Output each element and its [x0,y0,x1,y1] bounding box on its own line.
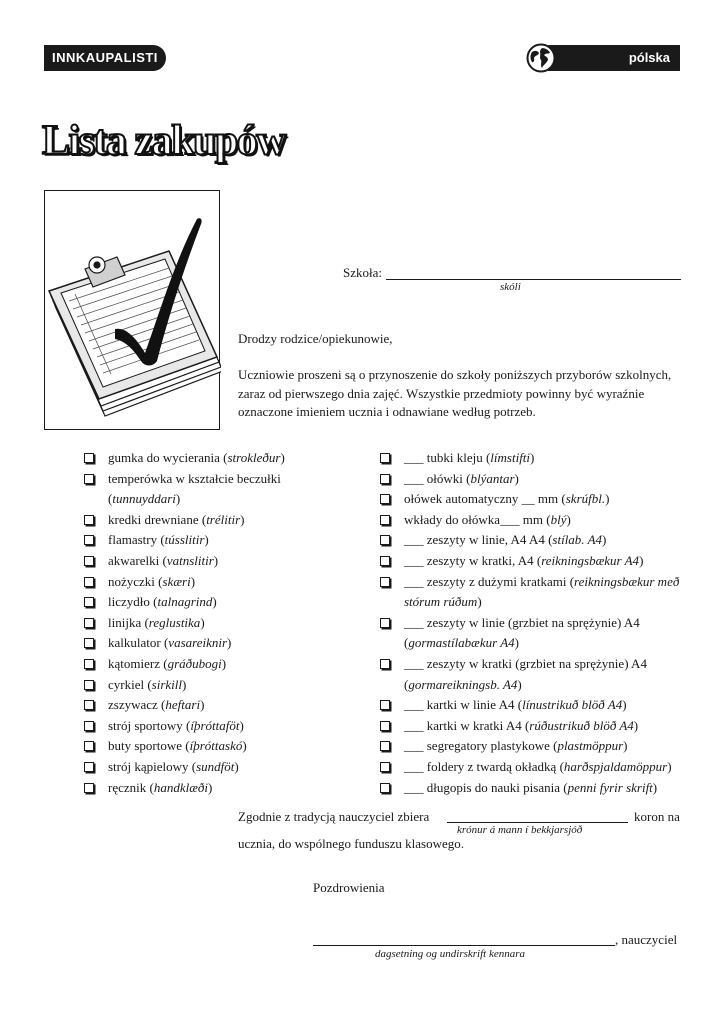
globe-icon [526,43,556,73]
icelandic-term: gormareikningsb. A4 [408,676,518,692]
icelandic-term: gráðubogi [167,655,222,671]
checklist-item [84,633,316,654]
checklist-item-label: ___ tubki kleju (límstifti) [404,450,535,465]
closing: Pozdrowienia [313,880,385,895]
signature-suffix: , nauczyciel [615,932,678,947]
checklist-item [84,675,316,696]
icelandic-term: penni fyrir skrift [567,779,653,795]
checklist-item-label: cyrkiel (sirkill) [108,676,187,692]
checklist-item [380,654,680,695]
fund-text-suffix: koron na [634,809,680,824]
checklist-item [84,757,316,778]
checkbox[interactable] [84,721,94,731]
checklist-item-label: ołówek automatyczny __ mm (skrúfbl.) [404,491,610,507]
checklist-item-label: ___ zeszyty w kratki, A4 (reikningsbækur A4) [404,552,644,568]
checklist-item-label: ___ kartki w linie A4 (línustrikuð blöð A4) [404,697,627,713]
checkbox[interactable] [380,494,390,504]
checkbox[interactable] [84,638,94,648]
checklist-item [380,489,680,510]
checklist-item [380,778,680,799]
clipboard-checkmark-icon [45,191,221,431]
checklist-item-label: ___ ołówki (blýantar) [404,470,519,486]
checklist-item-label: nożyczki (skæri) [108,573,196,589]
icelandic-term: blý [550,511,567,527]
checklist-item-label: ___ zeszyty w linie, A4 A4 (stílab. A4) [404,532,607,548]
intro-paragraph: Uczniowie proszeni są o przynoszenie do szkoły poniższych przyborów szkolnych, zaraz od pierwszego dnia zajęć. Wszystkie przedmioty powinny być wyraźnie oznaczone imieniem ucznia i odnawiane według potrzeb. [238,367,672,419]
checkbox[interactable] [380,659,390,669]
checklist-item [84,736,316,757]
checklist-item-label: ___ długopis do nauki pisania (penni fyrir skrift) [404,779,658,795]
icelandic-term: blýantar [470,470,515,486]
icelandic-term: tússlitir [164,532,205,548]
checklist-left [84,448,316,798]
checklist-item-label: liczydło (talnagrind) [108,594,217,610]
checklist-item [380,448,680,469]
checkbox[interactable] [380,618,390,628]
page-title: Lista zakupów [42,118,286,164]
checkbox[interactable] [84,453,94,463]
checklist-item-label: akwarelki (vatnslitir) [108,552,219,568]
clipboard-illustration [44,190,220,430]
school-input-line[interactable] [386,279,681,280]
checklist-item-label: ręcznik (handklæði) [108,779,213,795]
checkbox[interactable] [84,618,94,628]
checklist-item-label: kredki drewniane (trélitir) [108,511,245,527]
checklist-item [84,778,316,799]
checklist-item-label: zszywacz (heftari) [108,697,205,713]
checkbox[interactable] [84,556,94,566]
checklist-item-label: wkłady do ołówka___ mm (blý) [404,511,571,527]
fund-sublabel: krónur á mann í bekkjarsjóð [457,824,583,836]
checklist-item [84,716,316,737]
icelandic-term: skæri [162,573,191,589]
checklist-item [84,695,316,716]
icelandic-term: gormastílabækur A4 [408,635,515,651]
checklist-item-label: ___ zeszyty w linie (grzbiet na sprężynie) A4 (gormastílabækur A4) [404,614,640,651]
checkbox[interactable] [84,474,94,484]
checkbox[interactable] [380,783,390,793]
header-label-right: pólska [548,45,680,71]
checkbox[interactable] [380,721,390,731]
checklist-item [380,572,680,613]
checklist-item [84,613,316,634]
checkbox[interactable] [380,474,390,484]
checklist-right [380,448,680,798]
checkbox[interactable] [380,515,390,525]
icelandic-term: reglustika [148,614,201,630]
icelandic-term: handklæði [153,779,209,795]
checkbox[interactable] [84,597,94,607]
checklist-item-label: buty sportowe (íþróttaskó) [108,738,247,754]
icelandic-term: sirkill [151,676,183,692]
checkbox[interactable] [84,783,94,793]
checkbox[interactable] [380,453,390,463]
checklist-item-label: strój sportowy (íþróttaföt) [108,717,244,733]
checklist-item [380,736,680,757]
checkbox[interactable] [84,577,94,587]
checklist-item [380,469,680,490]
checklist-item [84,572,316,593]
fund-text-prefix: Zgodnie z tradycją nauczyciel zbiera [238,809,430,824]
checklist-item-label: ___ foldery z twardą okładką (harðspjaldamöppur) [404,758,672,774]
icelandic-term: reikningsbækur A4 [541,552,640,568]
checklist-item [84,448,316,469]
greeting: Drodzy rodzice/opiekunowie, [238,331,393,346]
checkbox[interactable] [84,700,94,710]
checkbox[interactable] [380,577,390,587]
checklist-item-label: flamastry (tússlitir) [108,532,209,548]
icelandic-term: límstifti [490,450,531,465]
checklist-item-label: kątomierz (gráðubogi) [108,655,227,671]
checklist-item [380,716,680,737]
checklist-item-label: ___ kartki w kratki A4 (rúðustrikuð blöð A4) [404,717,639,733]
icelandic-term: heftari [165,697,201,713]
checklist-item [84,510,316,531]
checklist-item-label: kalkulator (vasareiknir) [108,635,232,651]
checklist-item [380,757,680,778]
icelandic-term: sundföt [196,758,235,774]
checklist-item [380,510,680,531]
school-label: Szkoła: [343,265,382,280]
icelandic-term: vasareiknir [168,635,228,651]
checklist-item [380,530,680,551]
header-label-left: INNKAUPALISTI [44,45,166,71]
checklist-item [84,592,316,613]
checklist-item [380,613,680,654]
checkbox[interactable] [84,535,94,545]
icelandic-term: reikningsbækur með stórum rúðum [404,573,680,610]
checkbox[interactable] [84,762,94,772]
checkbox[interactable] [380,700,390,710]
checklist-item-label: ___ segregatory plastykowe (plastmöppur) [404,738,628,754]
checklist-item-label: gumka do wycierania (strokleður) [108,450,285,465]
icelandic-term: rúðustrikuð blöð A4 [529,717,634,733]
checklist-item-label: temperówka w kształcie beczułki (tunnuyddari) [108,470,281,507]
checklist-item [380,551,680,572]
checklist-item-label: strój kąpielowy (sundföt) [108,758,239,774]
icelandic-term: íþróttaskó [189,738,243,754]
icelandic-term: íþróttaföt [190,717,240,733]
checklist-item [84,469,316,510]
checkbox[interactable] [84,515,94,525]
icelandic-term: talnagrind [157,594,213,610]
icelandic-term: strokleður [227,450,281,465]
checkbox[interactable] [84,659,94,669]
icelandic-term: stílab. A4 [552,532,603,548]
checkbox[interactable] [380,535,390,545]
checklist-item [84,654,316,675]
icelandic-term: trélitir [206,511,241,527]
icelandic-term: tunnuyddari [112,491,176,507]
fund-text-line2: ucznia, do wspólnego funduszu klasowego. [238,836,465,851]
checkbox[interactable] [84,680,94,690]
checkbox[interactable] [380,556,390,566]
checklist-item [84,530,316,551]
checkbox[interactable] [380,741,390,751]
checkbox[interactable] [380,762,390,772]
school-sublabel: skóli [500,281,521,293]
checklist-item-label: linijka (reglustika) [108,614,205,630]
checklist-item-label: ___ zeszyty z dużymi kratkami (reikningsbækur með stórum rúðum) [404,573,680,610]
icelandic-term: plastmöppur [557,738,624,754]
icelandic-term: skrúfbl. [565,491,606,507]
checkbox[interactable] [84,741,94,751]
checklist-item [84,551,316,572]
checklist-item-label: ___ zeszyty w kratki (grzbiet na sprężynie) A4 (gormareikningsb. A4) [404,655,647,692]
signature-sublabel: dagsetning og undirskrift kennara [375,948,526,960]
icelandic-term: vatnslitir [166,552,214,568]
icelandic-term: harðspjaldamöppur [563,758,668,774]
icelandic-term: línustrikuð blöð A4 [522,697,623,713]
checklist-item [380,695,680,716]
